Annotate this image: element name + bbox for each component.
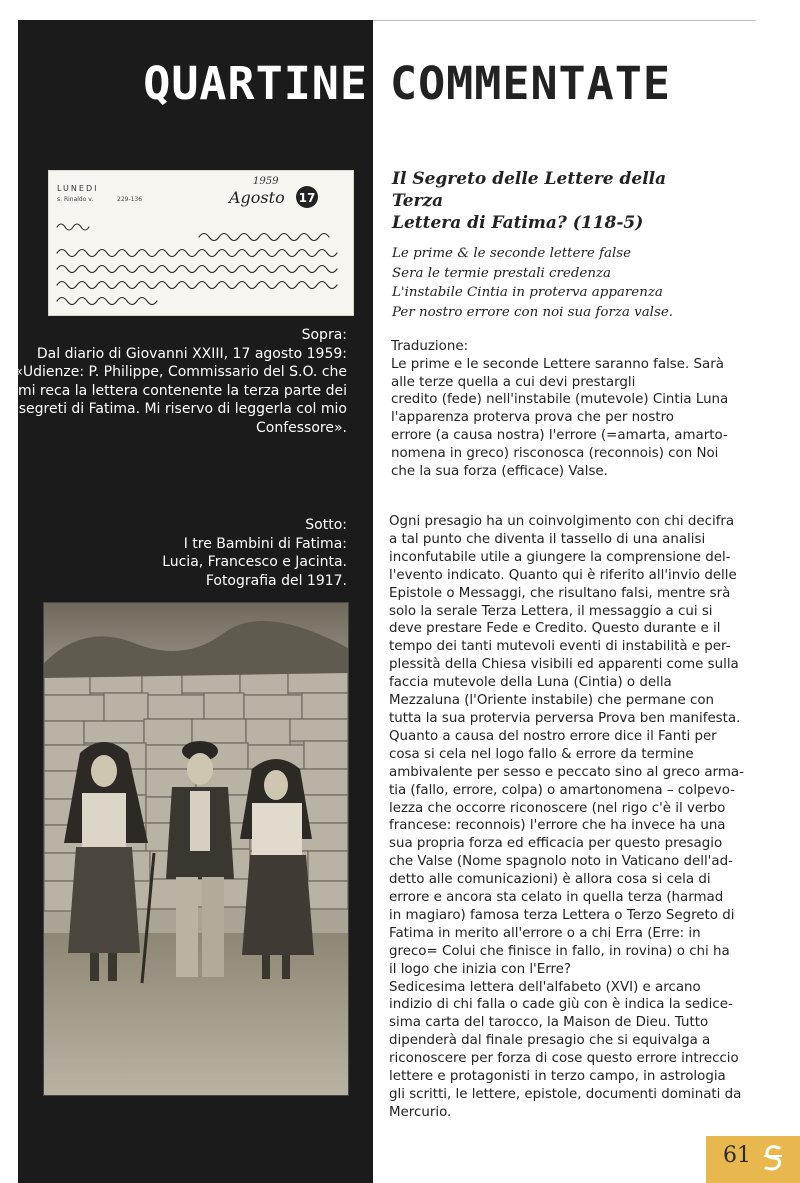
body-line: Fatima in merito all'errore o a chi Erra (Erre: in: [389, 925, 701, 941]
translation-line: alle terze quella a cui devi prestargli: [391, 374, 636, 390]
diary-day-numbers: 229-136: [117, 196, 143, 203]
caption-bottom-heading: Sotto:: [305, 517, 347, 533]
body-line: in magiaro) famosa terza Lettera o Terzo Segreto di: [389, 907, 735, 923]
body-line: Sedicesima lettera dell'alfabeto (XVI) e arcano: [389, 979, 701, 995]
body-line: faccia mutevole della Luna (Cintia) o della: [389, 675, 672, 691]
body-line: l'evento indicato. Quanto qui è riferito all'invio delle: [389, 567, 737, 583]
page-number-badge: [706, 1136, 800, 1183]
quatrain-line: Le prime & le seconde lettere false: [392, 246, 632, 261]
publisher-mark-icon: [761, 1142, 785, 1174]
body-line: greco= Colui che finisce in fallo, in rovina) o chi ha: [389, 943, 730, 959]
body-line: sua propria forza ed efficacia per questo presagio: [389, 836, 723, 852]
translation-line: nomena in greco) risconosca (reconnois) con Noi: [391, 445, 719, 461]
translation-label: Traduzione:: [391, 339, 469, 354]
article-title-line: Lettera di Fatima? (118-5): [392, 213, 644, 233]
body-line: Mezzaluna (l'Oriente instabile) che permane con: [389, 693, 714, 709]
top-rule: [373, 20, 756, 21]
quatrain-line: Sera le termie prestali credenza: [392, 265, 612, 281]
body-line: Mercurio.: [389, 1104, 452, 1120]
caption-bottom-line: Lucia, Francesco e Jacinta.: [162, 554, 347, 570]
article-title: [392, 168, 722, 234]
diary-saint: s. Rinaldo v.: [57, 196, 94, 203]
body-line: tempo dei tanti mutevoli eventi di instabilità e per-: [389, 639, 731, 655]
body-line: riconoscere per forza di cose questo errore intreccio: [389, 1051, 739, 1067]
body-line: cosa si cela nel logo fallo & errore da termine: [389, 746, 694, 762]
body-line: plessità della Chiesa visibili ed apparenti come sulla: [389, 657, 739, 673]
quatrain-line: L'instabile Cintia in proterva apparenza: [392, 285, 663, 300]
body-line: gli scritti, le lettere, epistole, documenti dominati da: [389, 1087, 742, 1102]
diary-page-image: [48, 170, 354, 316]
body-line: detto alle comunicazioni) è allora cosa si cela di: [389, 872, 711, 888]
page-number: 61: [723, 1143, 751, 1168]
body-line: sima carta del tarocco, la Maison de Dieu. Tutto: [389, 1015, 709, 1031]
body-line: francese: reconnois) l'errore che ha invece ha una: [389, 818, 726, 834]
quatrain-line: Per nostro errore con noi sua forza valse.: [392, 304, 674, 320]
caption-bottom-line: I tre Bambini di Fatima:: [183, 535, 347, 552]
translation-line: credito (fede) nell'instabile (mutevole) Cintia Luna: [391, 392, 729, 408]
body-line: inconfutabile utile a giungere la comprensione del-: [389, 549, 731, 565]
body-line: che Valse (Nome spagnolo noto in Vaticano dell'ad-: [389, 854, 733, 870]
caption-bottom-line: Fotografia del 1917.: [205, 572, 347, 589]
body-line: dipenderà dal finale presagio che si equivalga a: [389, 1033, 711, 1049]
child-figure-right: [240, 759, 314, 979]
translation-line: che la sua forza (efficace) Valse.: [391, 463, 608, 479]
title-quartine: QUARTINE: [143, 57, 368, 110]
body-line: Epistole o Messaggi, che risultano falsi, mentre srà: [389, 585, 731, 601]
title-commentate: COMMENTATE: [390, 57, 671, 110]
article-title-line: Il Segreto delle Lettere della Terza: [392, 169, 667, 211]
caption-top: [14, 326, 347, 437]
caption-top-line: segreti di Fatima. Mi riservo di leggerla col mio: [18, 401, 347, 417]
translation-line: errore (a causa nostra) l'errore (=amarta, amarto-: [391, 427, 728, 443]
body-line: indizio di chi falla o cade giù con è indica la sedice-: [389, 997, 733, 1013]
diary-year: 1959: [253, 176, 279, 187]
caption-top-line: mi reca la lettera contenente la terza parte dei: [17, 382, 347, 399]
body-line: solo la serale Terza Lettera, il messaggio a cui si: [389, 603, 713, 619]
body-line: tutta la sua protervia perversa Prova ben manifesta.: [389, 710, 741, 726]
diary-day-label: LUNEDI: [57, 184, 99, 193]
body-line: errore e ancora sta celato in quella terza (harmad: [389, 890, 724, 906]
body-line: Ogni presagio ha un coinvolgimento con chi decifra: [389, 514, 735, 529]
diary-month: Agosto: [229, 188, 285, 207]
caption-bottom: [162, 516, 347, 590]
diary-day: 17: [298, 191, 316, 205]
body-line: il logo che inizia con l'Erre?: [389, 961, 572, 977]
body-line: ambivalente per sesso e peccato sino al greco arma-: [389, 764, 744, 780]
caption-top-heading: Sopra:: [301, 327, 347, 343]
handwriting-scribble: [57, 224, 337, 305]
body-line: a tal punto che diventa il tassello di una analisi: [389, 531, 706, 547]
caption-top-line: Dal diario di Giovanni XXIII, 17 agosto 1959:: [36, 345, 347, 362]
commentary-body: [389, 513, 761, 1122]
translation-line: l'apparenza proterva prova che per nostro: [391, 410, 674, 426]
quatrain: [392, 244, 722, 322]
body-line: Quanto a causa del nostro errore dice il Fanti per: [389, 728, 717, 744]
translation-line: Le prime e le seconde Lettere saranno false. Sarà: [391, 356, 724, 372]
translation: [391, 338, 761, 480]
body-line: deve prestare Fede e Credito. Questo durante e il: [389, 621, 721, 637]
fatima-children-photo: [43, 602, 349, 1096]
body-line: lettere e protagonisti in terzo campo, in astrologia: [389, 1069, 726, 1085]
body-line: lezza che occorre riconoscere (nel rigo c'è il verbo: [389, 800, 726, 816]
caption-top-line: Confessore».: [256, 419, 347, 436]
body-line: tia (fallo, errore, colpa) o amartonomena – colpevo-: [389, 782, 735, 798]
caption-top-line: «Udienze: P. Philippe, Commissario del S.O. che: [14, 364, 347, 380]
